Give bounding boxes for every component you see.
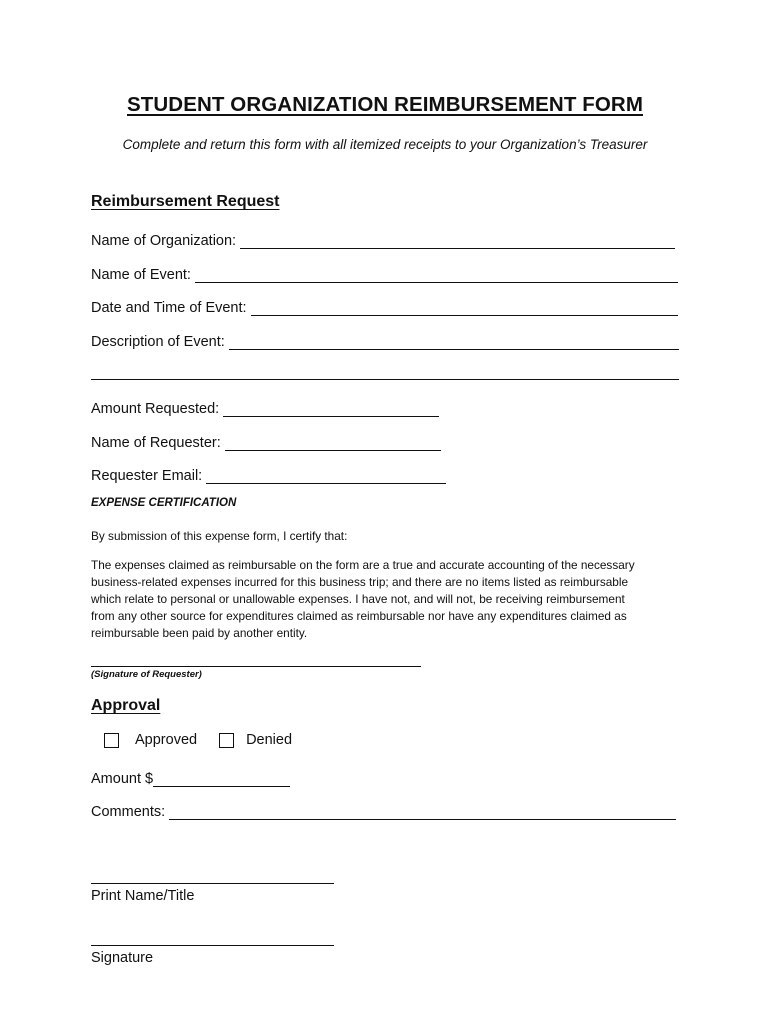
date-time-field[interactable] [251,301,678,316]
requester-email-row [91,464,446,484]
comments-field[interactable] [169,805,676,820]
requester-email-field[interactable] [206,469,446,484]
approval-amount-row [91,767,290,787]
event-label: Name of Event: [91,267,191,283]
amount-requested-row [91,397,439,417]
organization-field[interactable] [240,234,675,249]
reimbursement-request-heading: Reimbursement Request [91,193,280,210]
denied-checkbox[interactable] [219,733,234,748]
approval-heading: Approval [91,697,161,714]
organization-label: Name of Organization: [91,233,237,249]
approved-label: Approved [135,732,198,748]
date-time-label: Date and Time of Event: [91,300,247,316]
certification-line: which relate to personal or unallowable expenses. I have not, and will not, be receiving reimbursement [91,592,625,606]
amount-requested-label: Amount Requested: [91,401,220,417]
approval-amount-label: Amount $ [91,771,154,787]
organization-row [91,229,675,249]
description-label: Description of Event: [91,334,225,350]
certification-line: business-related expenses incurred for this business trip; and there are no items listed as reimbursable [91,575,629,589]
amount-requested-field[interactable] [223,402,439,417]
requester-signature-field[interactable] [91,666,421,667]
approver-signature-field[interactable] [91,945,334,946]
event-row [91,263,678,283]
requester-name-row [91,431,441,451]
print-name-field[interactable] [91,883,334,884]
approval-amount-field[interactable] [153,772,290,787]
approved-checkbox[interactable] [104,733,119,748]
certification-body [91,557,635,642]
certification-line: from any other source for expenditures claimed as reimbursable nor have any expenditures claimed as [91,609,627,623]
requester-name-field[interactable] [225,436,441,451]
form-subtitle: Complete and return this form with all itemized receipts to your Organization’s Treasurer [122,137,648,152]
date-time-row [91,296,678,316]
approver-signature-label: Signature [91,950,154,966]
requester-name-label: Name of Requester: [91,435,221,451]
description-field[interactable] [229,335,679,350]
expense-certification-heading: EXPENSE CERTIFICATION [91,497,237,509]
print-name-label: Print Name/Title [91,888,195,904]
requester-signature-caption: (Signature of Requester) [91,669,202,680]
form-title: STUDENT ORGANIZATION REIMBURSEMENT FORM [127,93,643,116]
comments-row [91,800,676,820]
denied-label: Denied [246,732,293,748]
comments-label: Comments: [91,804,166,820]
certification-intro: By submission of this expense form, I certify that: [91,529,348,543]
approval-options [104,732,292,748]
certification-line: The expenses claimed as reimbursable on the form are a true and accurate accounting of the necessary [91,558,635,572]
description-row [91,330,679,350]
event-field[interactable] [195,268,678,283]
description-field-line-2[interactable] [91,379,679,380]
requester-email-label: Requester Email: [91,468,203,484]
certification-line: reimbursable been paid by another entity. [91,626,308,640]
